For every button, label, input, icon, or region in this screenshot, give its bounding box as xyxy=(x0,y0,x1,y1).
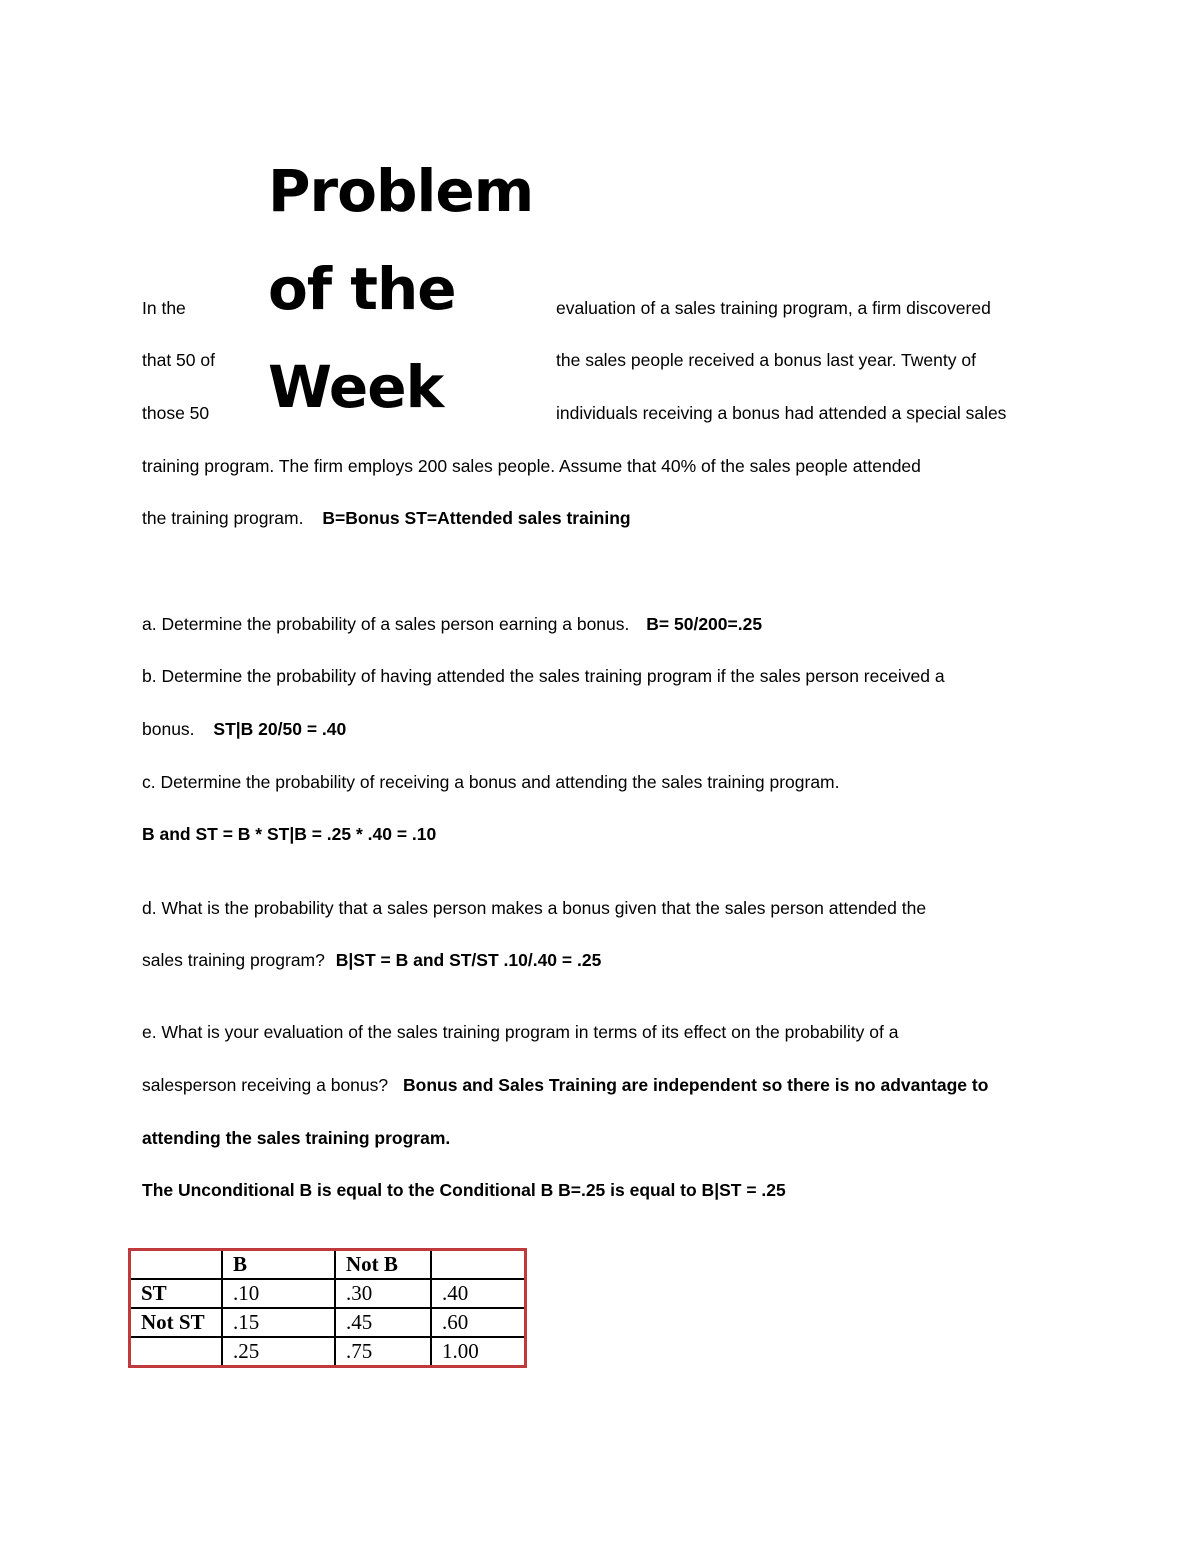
answer-e-line-2: attending the sales training program. xyxy=(142,1128,451,1148)
question-d-line-2 xyxy=(142,949,601,971)
table-cell: .15 xyxy=(222,1308,335,1337)
table-row xyxy=(130,1337,526,1367)
intro-line-3 xyxy=(142,402,1007,424)
intro-line-5-text: the training program. xyxy=(142,508,304,528)
table-row-header: ST xyxy=(130,1279,223,1308)
answer-d: B|ST = B and ST/ST .10/.40 = .25 xyxy=(335,950,602,970)
table-cell: .25 xyxy=(222,1337,335,1367)
page-title xyxy=(268,142,533,436)
question-b-text-2: bonus. xyxy=(142,719,195,739)
table-cell: .10 xyxy=(222,1279,335,1308)
question-e-line-2 xyxy=(142,1074,988,1096)
question-e: e. What is your evaluation of the sales training program in terms of its effect on the probability of a xyxy=(142,1022,899,1042)
table-cell: 1.00 xyxy=(431,1337,526,1367)
intro-line-1-left: In the xyxy=(142,298,186,318)
intro-line-1-right: evaluation of a sales training program, a firm discovered xyxy=(556,298,991,318)
answer-a: B= 50/200=.25 xyxy=(646,614,763,634)
answer-e: Bonus and Sales Training are independent so there is no advantage to xyxy=(403,1075,989,1095)
intro-line-2 xyxy=(142,349,976,371)
question-b-line-2 xyxy=(142,718,346,740)
title-line-1: Problem xyxy=(268,157,534,225)
table-header-row xyxy=(130,1250,526,1280)
question-e-text-2: salesperson receiving a bonus? xyxy=(142,1075,389,1095)
table-cell xyxy=(130,1250,223,1280)
title-line-2: of the xyxy=(268,255,456,323)
question-b: b. Determine the probability of having attended the sales training program if the sales person received a xyxy=(142,666,945,686)
question-a-text: a. Determine the probability of a sales person earning a bonus. xyxy=(142,614,630,634)
title-line-3: Week xyxy=(268,353,444,421)
table-header-cell: B xyxy=(222,1250,335,1280)
answer-b: ST|B 20/50 = .40 xyxy=(213,719,347,739)
question-a xyxy=(142,613,762,635)
intro-line-3-right: individuals receiving a bonus had attended a special sales xyxy=(556,403,1007,423)
table-row xyxy=(130,1279,526,1308)
table-cell: .40 xyxy=(431,1279,526,1308)
table-cell: .45 xyxy=(335,1308,431,1337)
intro-line-5 xyxy=(142,507,631,529)
question-d: d. What is the probability that a sales person makes a bonus given that the sales person attended the xyxy=(142,898,927,918)
table-row-header xyxy=(130,1337,223,1367)
intro-line-1 xyxy=(142,297,991,319)
table-cell: .30 xyxy=(335,1279,431,1308)
intro-line-4: training program. The firm employs 200 sales people. Assume that 40% of the sales people attended xyxy=(142,456,921,476)
question-c: c. Determine the probability of receiving a bonus and attending the sales training program. xyxy=(142,772,840,792)
conclusion: The Unconditional B is equal to the Conditional B B=.25 is equal to B|ST = .25 xyxy=(142,1180,786,1200)
answer-c: B and ST = B * ST|B = .25 * .40 = .10 xyxy=(142,824,437,844)
table-cell xyxy=(431,1250,526,1280)
intro-line-2-right: the sales people received a bonus last year. Twenty of xyxy=(556,350,976,370)
intro-line-2-left: that 50 of xyxy=(142,350,215,370)
intro-line-3-left: those 50 xyxy=(142,403,210,423)
table-cell: .75 xyxy=(335,1337,431,1367)
table-row-header: Not ST xyxy=(130,1308,223,1337)
table-row xyxy=(130,1308,526,1337)
probability-table xyxy=(128,1248,527,1368)
question-d-text-2: sales training program? xyxy=(142,950,325,970)
table-cell: .60 xyxy=(431,1308,526,1337)
table-header-cell: Not B xyxy=(335,1250,431,1280)
variable-legend: B=Bonus ST=Attended sales training xyxy=(322,508,631,528)
